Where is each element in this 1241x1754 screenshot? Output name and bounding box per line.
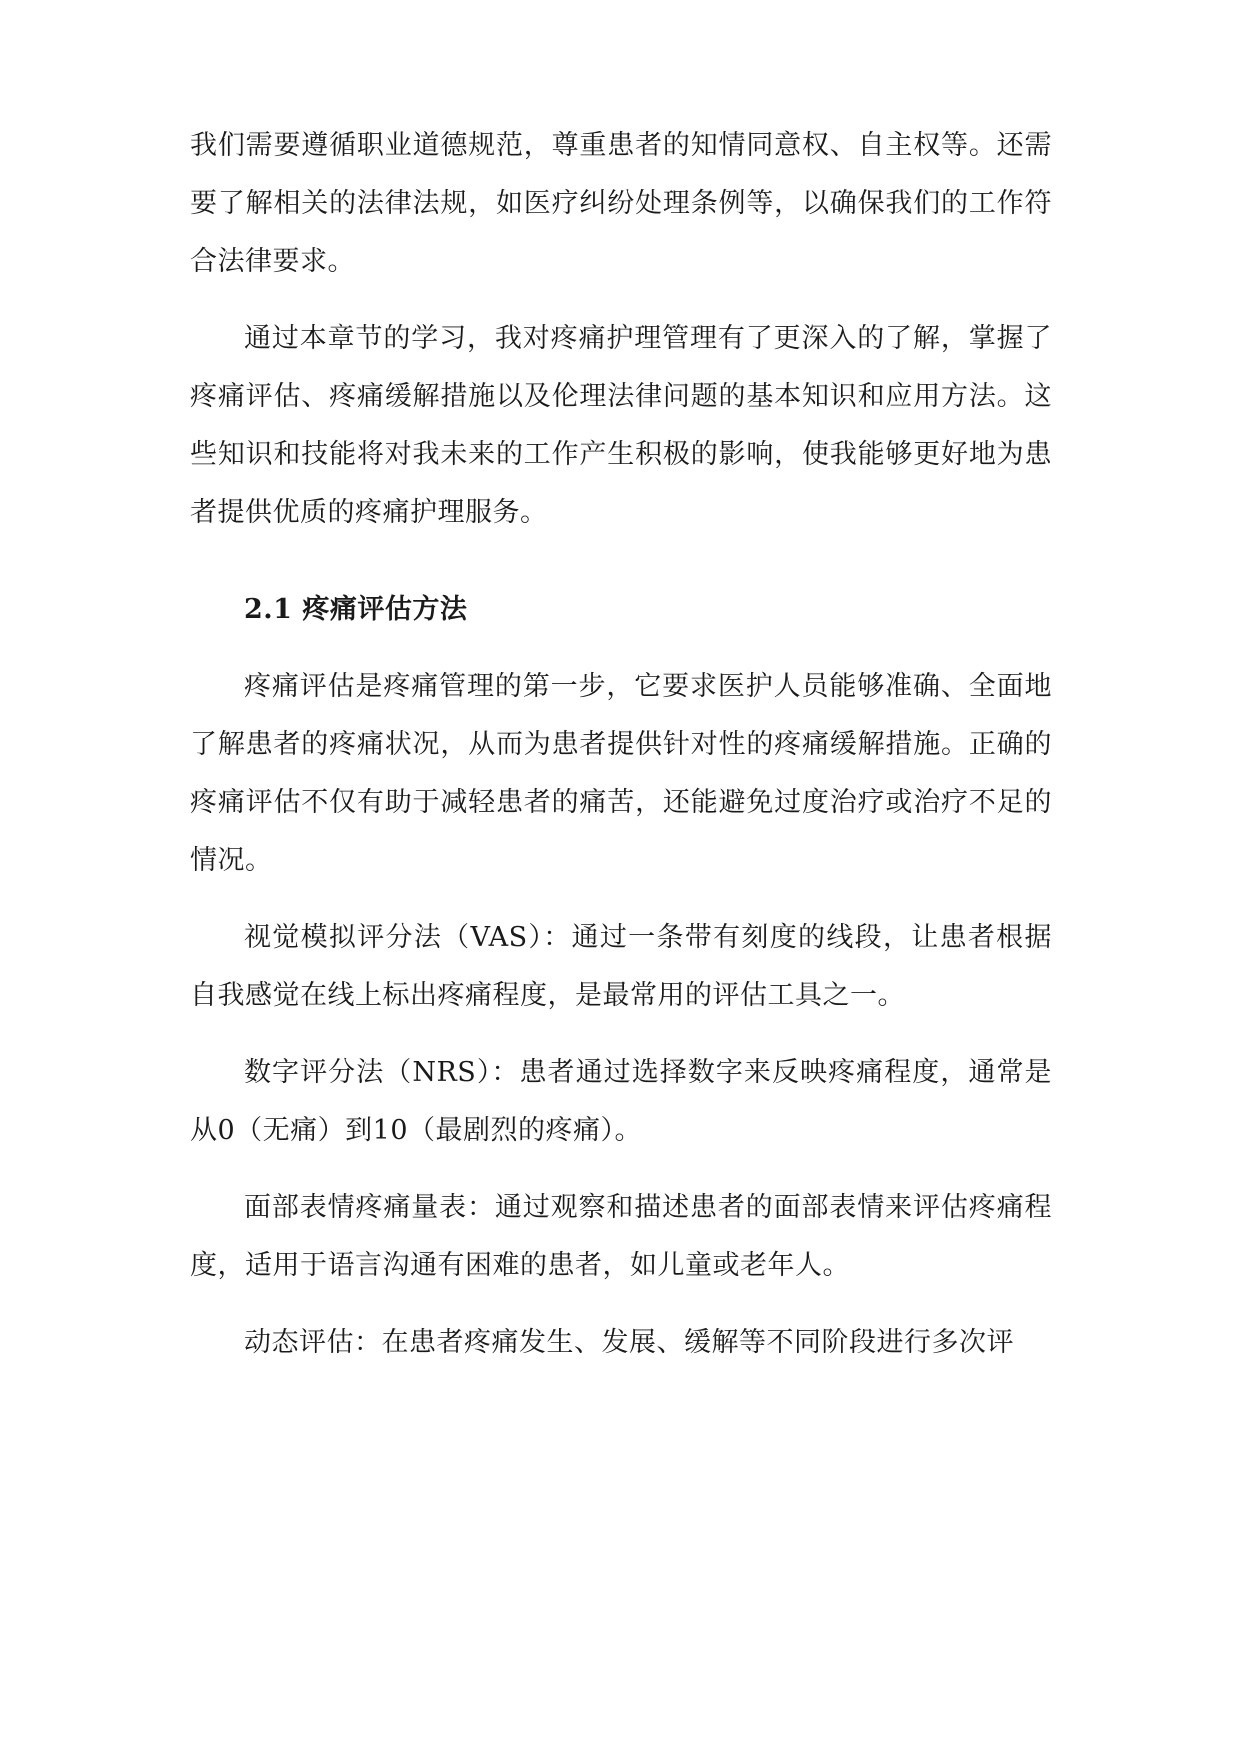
paragraph-assessment-intro: 疼痛评估是疼痛管理的第一步，它要求医护人员能够准确、全面地了解患者的疼痛状况，从而为患者提供针对性的疼痛缓解措施。正确的疼痛评估不仅有助于减轻患者的痛苦，还能避免过度治疗或治疗不足的情况。 [190,671,1052,876]
document-body [190,117,1052,1391]
paragraph-dynamic-assessment: 动态评估：在患者疼痛发生、发展、缓解等不同阶段进行多次评 [244,1327,1014,1358]
paragraph-chapter-summary: 通过本章节的学习，我对疼痛护理管理有了更深入的了解，掌握了疼痛评估、疼痛缓解措施以及伦理法律问题的基本知识和应用方法。这些知识和技能将对我未来的工作产生积极的影响，使我能够更好地为患者提供优质的疼痛护理服务。 [190,323,1052,528]
paragraph-ethics-continuation: 我们需要遵循职业道德规范，尊重患者的知情同意权、自主权等。还需要了解相关的法律法规，如医疗纠纷处理条例等，以确保我们的工作符合法律要求。 [190,130,1052,277]
paragraph-vas: 视觉模拟评分法（VAS）：通过一条带有刻度的线段，让患者根据自我感觉在线上标出疼痛程度，是最常用的评估工具之一。 [190,922,1052,1011]
paragraph-facial-scale: 面部表情疼痛量表：通过观察和描述患者的面部表情来评估疼痛程度，适用于语言沟通有困难的患者，如儿童或老年人。 [190,1192,1052,1281]
section-heading: 2.1 疼痛评估方法 [244,594,468,625]
paragraph-nrs: 数字评分法（NRS）：患者通过选择数字来反映疼痛程度，通常是从0（无痛）到10（最剧烈的疼痛）。 [190,1057,1052,1146]
